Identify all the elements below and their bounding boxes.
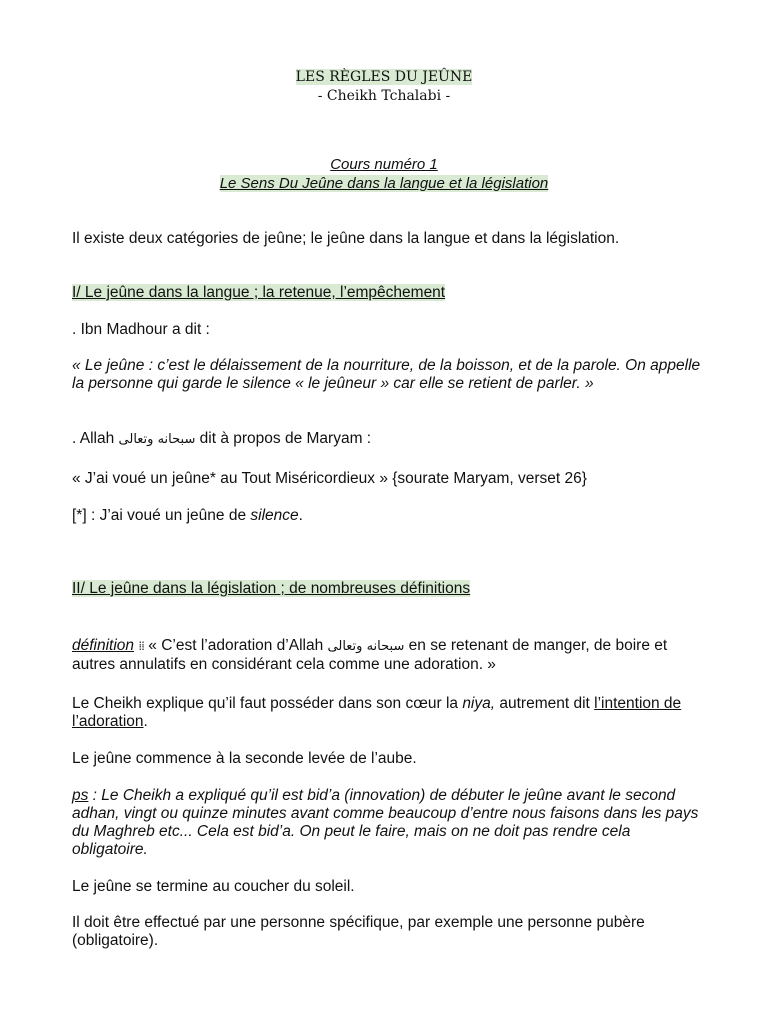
document-title (0, 68, 768, 86)
niya-paragraph (72, 695, 702, 731)
dotted-colon-icon: ⁞⁞ (138, 639, 144, 653)
course-number: Cours numéro 1 (330, 156, 438, 173)
silence-note-prefix: [*] : J’ai voué un jeûne de (72, 507, 251, 524)
allah-arabic: سبحانه وتعالى (118, 432, 196, 447)
silence-note (72, 507, 702, 525)
fast-end-line: Le jeûne se termine au coucher du soleil. (72, 878, 355, 895)
definition-part2: en se retenant de manger, de boire et autres annulatifs en considérant cela comme une adoration. » (72, 637, 668, 673)
silence-note-word: silence (250, 507, 299, 524)
fast-start-line: Le jeûne commence à la seconde levée de l’aube. (72, 750, 417, 767)
madhour-quote: « Le jeûne : c’est le délaissement de la nourriture, de la boisson, et de la parole. On appelle la personne qui garde le silence « le jeûneur » car elle se retient de parler. » (72, 357, 701, 392)
ibn-madhour-line: . Ibn Madhour a dit : (72, 321, 210, 338)
silence-note-suffix: . (298, 507, 303, 524)
course-subtitle (0, 175, 768, 193)
ps-text: : Le Cheikh a expliqué qu’il est bid’a (innovation) de débuter le jeûne avant le second adhan, vingt ou quinze minutes avant comme beaucoup d’entre nous faisons dans les pays du Maghreb etc... Cela est bid’a. On peut le faire, mais on ne doit pas rendre cela obligatoire. (72, 787, 699, 858)
niya-end: . (143, 713, 148, 730)
ps-label: ps (72, 787, 89, 804)
section2-heading (72, 580, 702, 598)
section1-heading-text: I/ Le jeûne dans la langue ; la retenue, l’empêchement (72, 284, 446, 301)
section1-heading (72, 284, 702, 302)
definition-part1: « C’est l’adoration d’Allah (144, 637, 328, 654)
person-paragraph: Il doit être effectué par une personne spécifique, par exemple une personne pubère (obligatoire). (72, 914, 645, 949)
allah-line (72, 430, 702, 449)
niya-intention: l’intention de l’adoration (72, 695, 682, 730)
course-subtitle-text: Le Sens Du Jeûne dans la langue et la législation (219, 175, 549, 192)
definition-arabic: سبحانه وتعالى (327, 639, 405, 654)
section2-heading-text: II/ Le jeûne dans la législation ; de nombreuses définitions (72, 580, 471, 597)
definition-label: définition (72, 637, 135, 654)
maryam-verse: « J’ai voué un jeûne* au Tout Miséricordieux » {sourate Maryam, verset 26} (72, 470, 587, 487)
ps-paragraph (72, 787, 702, 859)
niya-part1: Le Cheikh explique qu’il faut posséder dans son cœur la (72, 695, 463, 712)
document-title-text: LES RÈGLES DU JEÛNE (295, 69, 473, 85)
allah-prefix: . Allah (72, 430, 119, 447)
niya-word: niya, (462, 695, 496, 712)
intro-paragraph: Il existe deux catégories de jeûne; le jeûne dans la langue et dans la législation. (72, 230, 620, 247)
allah-suffix: dit à propos de Maryam : (195, 430, 372, 447)
document-author: - Cheikh Tchalabi - (317, 88, 451, 104)
niya-part2: autrement dit (495, 695, 595, 712)
definition-paragraph (72, 637, 702, 674)
